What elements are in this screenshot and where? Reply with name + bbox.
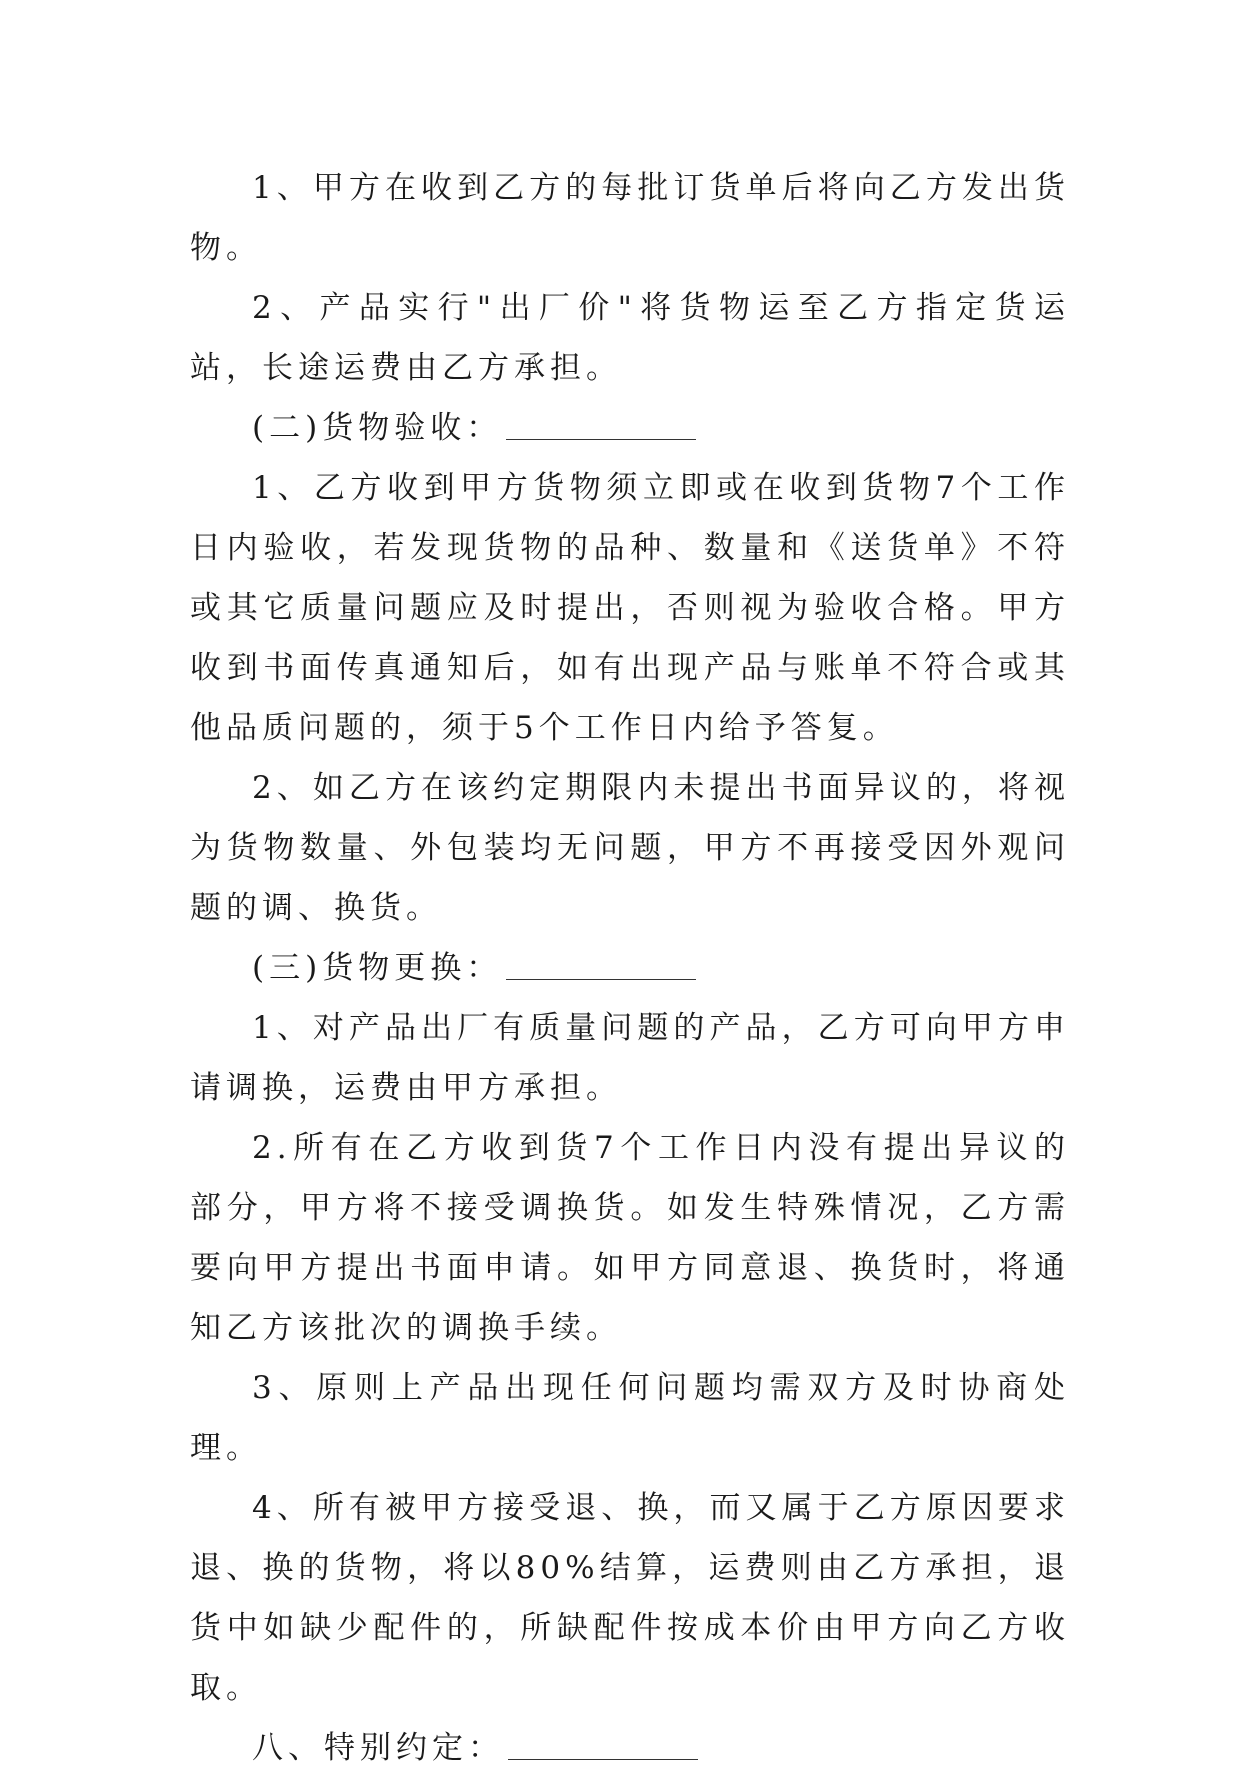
paragraph-replacement-4 xyxy=(190,1478,1070,1718)
paragraph-replacement-3 xyxy=(190,1358,1070,1478)
fill-in-blank xyxy=(506,951,696,980)
section-heading-special-terms xyxy=(190,1718,1070,1778)
paragraph-shipment xyxy=(190,158,1070,278)
paragraph-text: 2、如乙方在该约定期限内未提出书面异议的，将视为货物数量、外包装均无问题，甲方不再接受因外观问题的调、换货。 xyxy=(190,770,1070,926)
paragraph-factory-price xyxy=(190,278,1070,398)
heading-text: (二)货物验收： xyxy=(252,410,503,446)
paragraph-replacement-1 xyxy=(190,998,1070,1118)
section-heading-acceptance xyxy=(190,398,1070,458)
paragraph-acceptance-1 xyxy=(190,458,1070,758)
document-page xyxy=(190,158,1070,1778)
paragraph-replacement-2 xyxy=(190,1118,1070,1358)
paragraph-text: 1、对产品出厂有质量问题的产品，乙方可向甲方申请调换，运费由甲方承担。 xyxy=(190,1010,1070,1106)
paragraph-acceptance-2 xyxy=(190,758,1070,938)
paragraph-text: 4、所有被甲方接受退、换，而又属于乙方原因要求退、换的货物，将以80%结算，运费则由乙方承担，退货中如缺少配件的，所缺配件按成本价由甲方向乙方收取。 xyxy=(190,1490,1070,1706)
paragraph-text: 2、产品实行"出厂价"将货物运至乙方指定货运站，长途运费由乙方承担。 xyxy=(190,290,1070,386)
heading-text: 八、特别约定： xyxy=(252,1730,504,1766)
fill-in-blank xyxy=(508,1731,698,1760)
paragraph-text: 1、甲方在收到乙方的每批订货单后将向乙方发出货物。 xyxy=(190,170,1070,266)
paragraph-text: 1、乙方收到甲方货物须立即或在收到货物7个工作日内验收，若发现货物的品种、数量和《送货单》不符或其它质量问题应及时提出，否则视为验收合格。甲方收到书面传真通知后，如有出现产品与账单不符合或其他品质问题的，须于5个工作日内给予答复。 xyxy=(190,470,1070,746)
paragraph-text: 3、原则上产品出现任何问题均需双方及时协商处理。 xyxy=(190,1370,1070,1466)
fill-in-blank xyxy=(506,411,696,440)
paragraph-text: 2.所有在乙方收到货7个工作日内没有提出异议的部分，甲方将不接受调换货。如发生特殊情况，乙方需要向甲方提出书面申请。如甲方同意退、换货时，将通知乙方该批次的调换手续。 xyxy=(190,1130,1070,1346)
heading-text: (三)货物更换： xyxy=(252,950,503,986)
section-heading-replacement xyxy=(190,938,1070,998)
